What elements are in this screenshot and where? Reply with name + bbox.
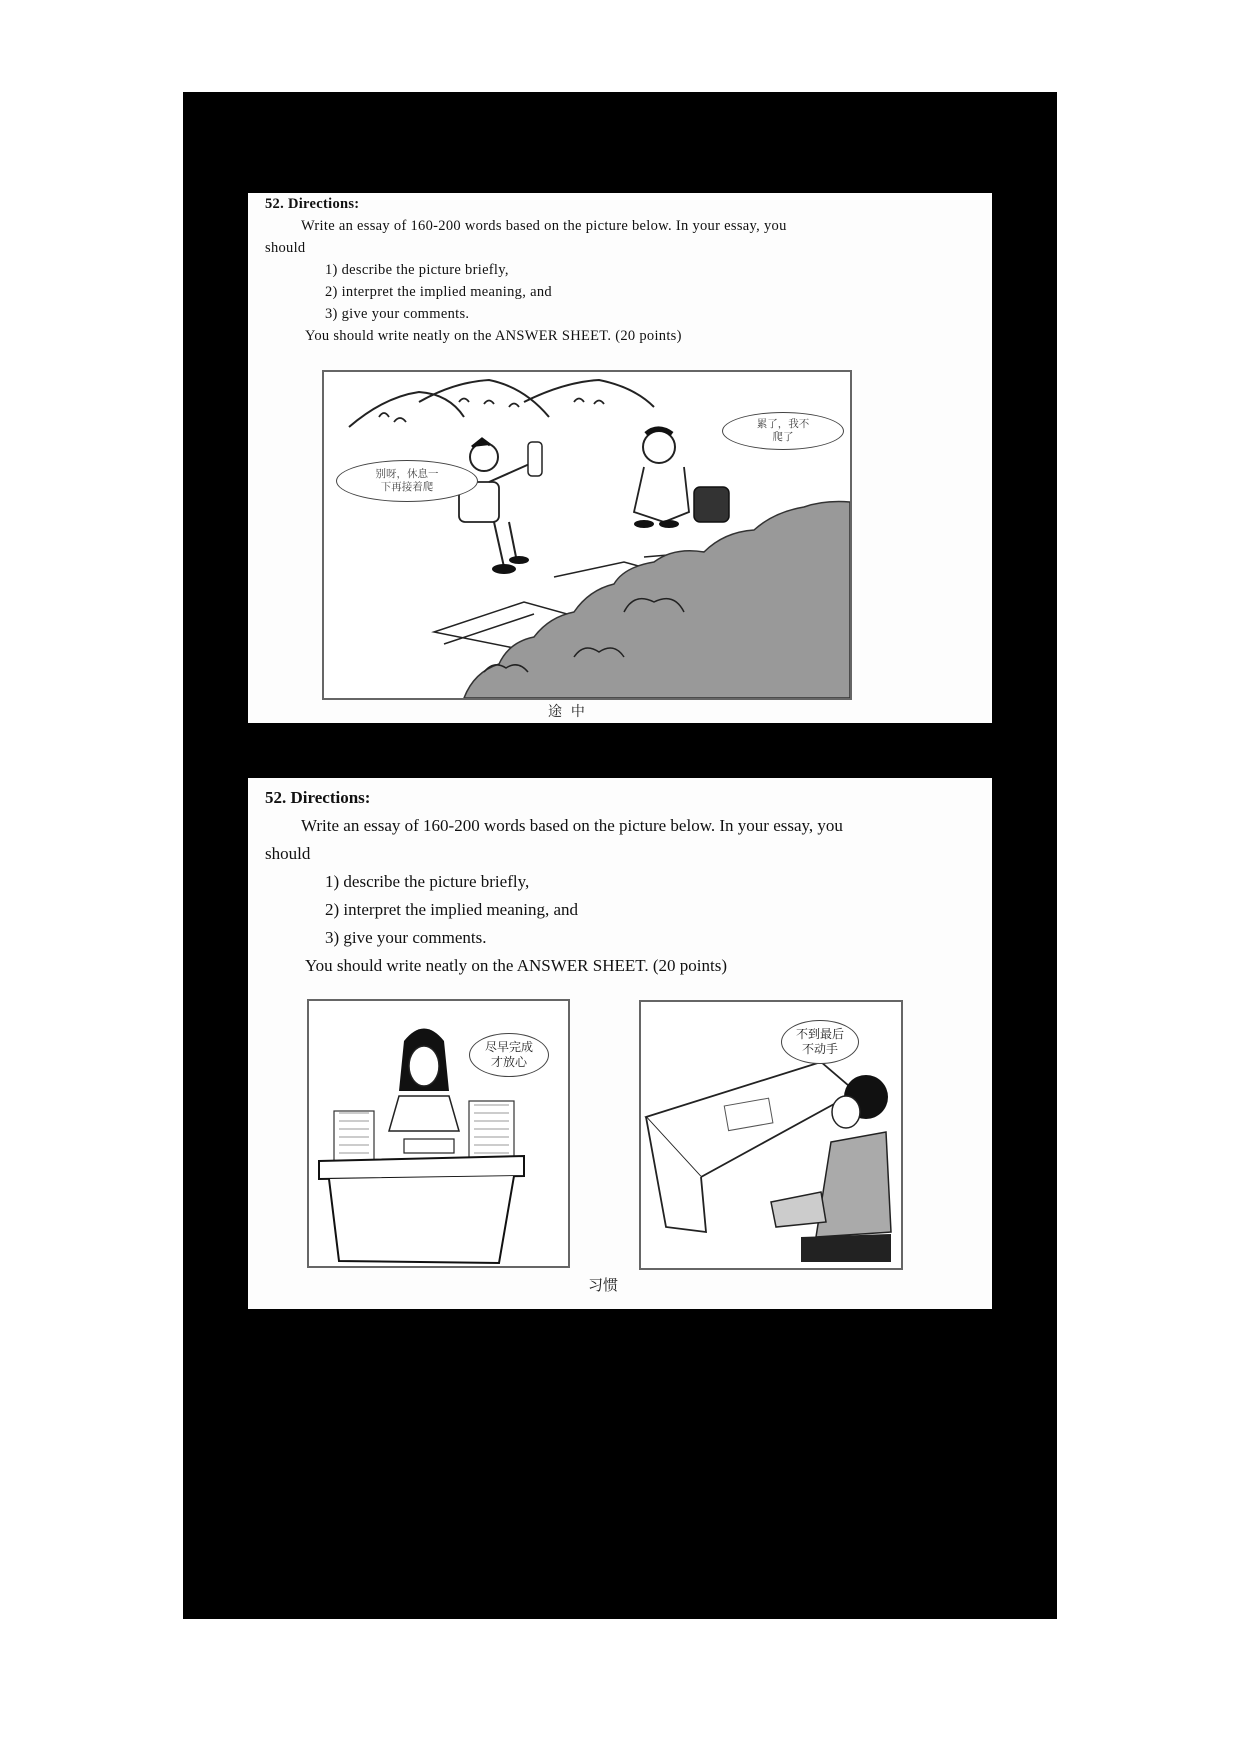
bubble-line: 才放心	[490, 1055, 527, 1069]
cartoon-caption: 途 中	[548, 704, 585, 720]
bubble-line: 不动手	[801, 1042, 838, 1056]
lounging-boy-illustration	[641, 1002, 901, 1268]
cartoon-frame-on-the-way	[322, 370, 852, 700]
speech-bubble-finish-early	[469, 1033, 549, 1077]
intro-line-cont: should	[265, 240, 306, 256]
speech-bubble-last-minute	[781, 1020, 859, 1064]
bubble-line: 不到最后	[795, 1027, 844, 1041]
bubble-line: 累了，我不	[756, 417, 810, 430]
question-panel-2	[248, 778, 992, 1309]
question-panel-1	[248, 193, 992, 723]
bubble-line: 下再接着爬	[380, 481, 434, 493]
instruction-item: 2) interpret the implied meaning, and	[325, 900, 579, 919]
cartoon-frame-early-finisher	[307, 999, 570, 1268]
instruction-item: 3) give your comments.	[325, 928, 487, 947]
instruction-item: 1) describe the picture briefly,	[325, 872, 530, 891]
speech-bubble-too-tired	[722, 412, 844, 450]
cartoon-caption: 习惯	[588, 1276, 619, 1294]
directions-heading: 52. Directions:	[265, 196, 360, 212]
intro-line: Write an essay of 160-200 words based on the picture below. In your essay, you	[301, 218, 787, 234]
speech-bubble-keep-going	[336, 460, 478, 502]
answer-sheet-note: You should write neatly on the ANSWER SHEET. (20 points)	[305, 328, 682, 344]
bubble-line: 别呀，休息一	[375, 467, 439, 480]
bubble-line: 尽早完成	[484, 1040, 533, 1054]
instruction-item: 2) interpret the implied meaning, and	[325, 284, 552, 300]
bubble-line: 爬了	[772, 431, 794, 443]
directions-heading: 52. Directions:	[265, 788, 371, 807]
intro-line: Write an essay of 160-200 words based on the picture below. In your essay, you	[301, 816, 843, 835]
instruction-item: 3) give your comments.	[325, 306, 470, 322]
instruction-item: 1) describe the picture briefly,	[325, 262, 509, 278]
directions-block	[265, 784, 985, 980]
cartoon-frame-procrastinator	[639, 1000, 903, 1270]
answer-sheet-note: You should write neatly on the ANSWER SHEET. (20 points)	[305, 956, 727, 975]
directions-block	[265, 193, 985, 347]
intro-line-cont: should	[265, 844, 311, 863]
